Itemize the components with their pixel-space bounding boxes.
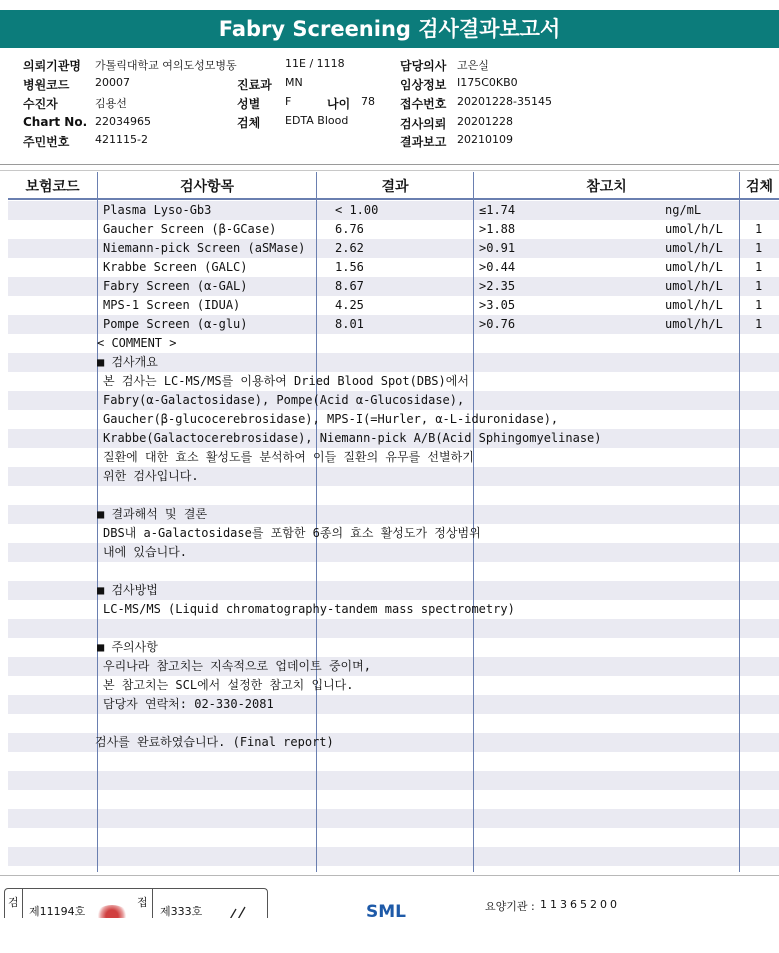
- sml-logo: SML: [366, 902, 406, 918]
- sex-value: F: [285, 95, 292, 108]
- report-title: Fabry Screening 검사결과보고서: [0, 10, 779, 48]
- patient-value: 김용선: [95, 97, 127, 110]
- row-item: Krabbe Screen (GALC): [103, 260, 248, 274]
- row-unit: umol/h/L: [665, 241, 723, 255]
- hospital-code-label: 병원코드: [23, 78, 70, 92]
- row-stripe: [8, 847, 779, 866]
- row-specimen: 1: [755, 317, 763, 331]
- row-unit: umol/h/L: [665, 260, 723, 274]
- dept-value: MN: [285, 76, 303, 89]
- comment-line: 질환에 대한 효소 활성도를 분석하여 이들 질환의 유무를 선별하기: [103, 450, 474, 464]
- cert-divider: [152, 889, 153, 918]
- row-unit: umol/h/L: [665, 298, 723, 312]
- dept-label: 진료과: [237, 78, 272, 92]
- row-item: Niemann-pick Screen (aSMase): [103, 241, 306, 255]
- seal-icon: [95, 905, 129, 918]
- comment-line: 우리나라 참고치는 지속적으로 업데이트 중이며,: [103, 659, 371, 673]
- id-value: 421115-2: [95, 133, 148, 146]
- row-result: 6.76: [335, 222, 364, 236]
- row-reference: >3.05: [479, 298, 516, 312]
- comment-heading: < COMMENT >: [97, 336, 177, 350]
- col-reference: 참고치: [586, 179, 627, 195]
- age-value: 78: [361, 95, 375, 108]
- certificate-box: [4, 888, 268, 918]
- row-stripe: [8, 771, 779, 790]
- signature-icon: [227, 903, 251, 918]
- bottom-divider: [0, 875, 779, 876]
- specimen-value: EDTA Blood: [285, 114, 349, 127]
- age-label: 나이: [327, 97, 351, 111]
- clinical-value: I175C0KB0: [457, 76, 518, 89]
- row-stripe: [8, 809, 779, 828]
- request-label: 검사의뢰: [400, 117, 447, 131]
- receipt-label: 접수번호: [400, 97, 447, 111]
- comment-line: 담당자 연락처: 02-330-2081: [103, 697, 274, 711]
- specimen-label: 검체: [237, 116, 261, 130]
- cert-number-1: 제11194호: [29, 905, 86, 918]
- doctor-label: 담당의사: [400, 59, 447, 73]
- row-result: 2.62: [335, 241, 364, 255]
- row-result: 8.67: [335, 279, 364, 293]
- col-result: 결과: [381, 179, 409, 195]
- row-reference: >0.91: [479, 241, 516, 255]
- institution-label: 의뢰기관명: [23, 59, 81, 73]
- row-reference: >1.88: [479, 222, 516, 236]
- receipt-value: 20201228-35145: [457, 95, 552, 108]
- row-stripe: [8, 619, 779, 638]
- report-label: 결과보고: [400, 135, 447, 149]
- header-divider: [0, 164, 779, 165]
- row-item: Fabry Screen (α-GAL): [103, 279, 248, 293]
- comment-line: Gaucher(β-glucocerebrosidase), MPS-I(=Hurler, α-L-iduronidase),: [103, 412, 559, 426]
- comment-line: DBS내 a-Galactosidase를 포함한 6종의 효소 활성도가 정상범위: [103, 526, 481, 540]
- chart-label: Chart No.: [23, 115, 88, 129]
- request-value: 20201228: [457, 115, 513, 128]
- cert-cell-1: 검: [8, 896, 19, 909]
- row-specimen: 1: [755, 222, 763, 236]
- row-reference: ≤1.74: [479, 203, 516, 217]
- comment-line: Fabry(α-Galactosidase), Pompe(Acid α-Glucosidase),: [103, 393, 465, 407]
- row-result: < 1.00: [335, 203, 379, 217]
- row-item: MPS-1 Screen (IDUA): [103, 298, 241, 312]
- grid-line: [473, 172, 474, 872]
- comment-line: LC-MS/MS (Liquid chromatography-tandem mass spectrometry): [103, 602, 515, 616]
- row-reference: >0.76: [479, 317, 516, 331]
- row-unit: umol/h/L: [665, 222, 723, 236]
- row-result: 4.25: [335, 298, 364, 312]
- report-value: 20210109: [457, 133, 513, 146]
- footer: [0, 884, 779, 918]
- ward-value: 11E / 1118: [285, 57, 345, 70]
- institution-value: 가톨릭대학교 여의도성모병동: [95, 59, 237, 72]
- row-unit: ng/mL: [665, 203, 702, 217]
- row-specimen: 1: [755, 298, 763, 312]
- row-item: Plasma Lyso-Gb3: [103, 203, 212, 217]
- org-code: 11365200: [540, 898, 620, 911]
- patient-label: 수진자: [23, 97, 58, 111]
- comment-line: 내에 있습니다.: [103, 545, 188, 559]
- comment-line: ■ 결과해석 및 결론: [97, 507, 208, 521]
- cert-divider: [22, 889, 23, 918]
- chart-value: 22034965: [95, 115, 151, 128]
- comment-line: Krabbe(Galactocerebrosidase), Niemann-pick A/B(Acid Sphingomyelinase): [103, 431, 602, 445]
- id-label: 주민번호: [23, 135, 70, 149]
- comment-line: ■ 주의사항: [97, 640, 158, 654]
- comment-line: 본 참고치는 SCL에서 설정한 참고치 입니다.: [103, 678, 354, 692]
- header-divider-2: [0, 170, 779, 171]
- comment-line: ■ 검사방법: [97, 583, 158, 597]
- comment-line: 위한 검사입니다.: [103, 469, 199, 483]
- col-insurance-code: 보험코드: [25, 179, 80, 195]
- doctor-value: 고은실: [457, 59, 489, 72]
- row-item: Gaucher Screen (β-GCase): [103, 222, 277, 236]
- sex-label: 성별: [237, 97, 261, 111]
- row-specimen: 1: [755, 241, 763, 255]
- row-item: Pompe Screen (α-glu): [103, 317, 248, 331]
- row-reference: >0.44: [479, 260, 516, 274]
- row-reference: >2.35: [479, 279, 516, 293]
- comment-line: ■ 검사개요: [97, 355, 158, 369]
- row-result: 1.56: [335, 260, 364, 274]
- hospital-code-value: 20007: [95, 76, 130, 89]
- row-specimen: 1: [755, 260, 763, 274]
- col-specimen: 검체: [745, 179, 774, 195]
- row-unit: umol/h/L: [665, 279, 723, 293]
- row-result: 8.01: [335, 317, 364, 331]
- row-unit: umol/h/L: [665, 317, 723, 331]
- final-report-note: 검사를 완료하였습니다. (Final report): [95, 735, 334, 749]
- grid-line: [316, 172, 317, 872]
- org-code-label: 요양기관 :: [485, 900, 535, 913]
- row-specimen: 1: [755, 279, 763, 293]
- comment-line: 본 검사는 LC-MS/MS를 이용하여 Dried Blood Spot(DBS)에서: [103, 374, 469, 388]
- cert-number-2: 제333호: [160, 905, 203, 918]
- clinical-label: 임상정보: [400, 78, 447, 92]
- header-underline: [8, 198, 779, 200]
- col-test-item: 검사항목: [179, 179, 235, 195]
- cert-cell-2: 접: [137, 896, 148, 909]
- grid-line: [739, 172, 740, 872]
